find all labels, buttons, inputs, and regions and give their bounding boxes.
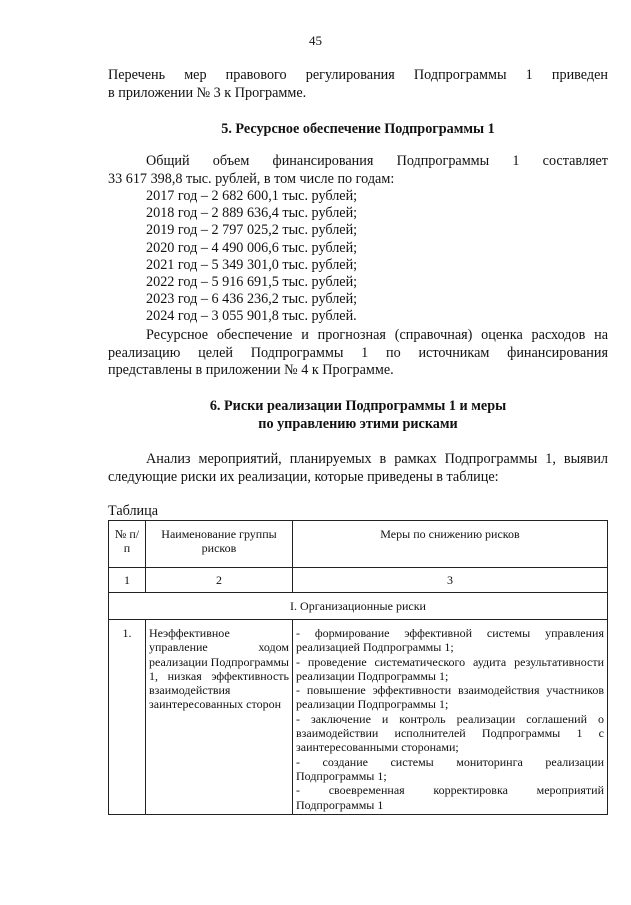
year-line: 2018 год – 2 889 636,4 тыс. рублей; <box>146 205 358 222</box>
year-line: 2024 год – 3 055 901,8 тыс. рублей. <box>146 308 357 325</box>
table-label: Таблица <box>108 503 159 519</box>
measure-item: - создание системы мониторинга реализации Подпрограммы 1; <box>296 754 604 783</box>
measure-item: - повышение эффективности взаимодействия участников реализации Подпрограммы 1; <box>296 683 604 712</box>
section-6-paragraph: Анализ мероприятий, планируемых в рамках Подпрограммы 1, выявил следующие риски их реализации, которые приведены в таблице: <box>108 451 608 485</box>
table-section-title: I. Организационные риски <box>109 593 608 620</box>
year-line: 2021 год – 5 349 301,0 тыс. рублей; <box>146 256 358 273</box>
table-section-row <box>109 593 608 620</box>
year-line: 2020 год – 4 490 006,6 тыс. рублей; <box>146 239 358 256</box>
year-line: 2017 год – 2 682 600,1 тыс. рублей; <box>146 188 358 204</box>
section-6-title-line-1: 6. Риски реализации Подпрограммы 1 и меры <box>209 398 507 414</box>
year-line: 2022 год – 5 916 691,5 тыс. рублей; <box>146 274 358 291</box>
page-number: 45 <box>309 33 322 48</box>
intro-line-1: Перечень мер правового регулирования Подпрограммы 1 приведен <box>108 67 608 83</box>
header-number: № п/п <box>109 521 146 568</box>
risk-group-cell: Неэффективное управление ходом реализации Подпрограммы 1, низкая эффективность взаимодействия заинтересованных сторон <box>146 620 293 815</box>
measure-item: - своевременная корректировка мероприятий Подпрограммы 1 <box>296 783 604 812</box>
measure-item: - проведение систематического аудита результативности реализации Подпрограммы 1; <box>296 654 604 683</box>
col-number: 1 <box>109 568 146 593</box>
table-column-number-row <box>109 568 608 593</box>
risks-table <box>108 520 608 815</box>
intro-line-2: в приложении № 3 к Программе. <box>108 85 307 101</box>
year-line: 2019 год – 2 797 025,2 тыс. рублей; <box>146 222 358 239</box>
header-measures: Меры по снижению рисков <box>293 521 608 568</box>
measures-cell <box>293 620 608 815</box>
section-5-paragraph-line-2: 33 617 398,8 тыс. рублей, в том числе по годам: <box>108 171 395 187</box>
col-number: 2 <box>146 568 293 593</box>
section-5-paragraph-line-1: Общий объем финансирования Подпрограммы 1 составляет <box>146 153 608 169</box>
header-risk-group: Наименование группы рисков <box>146 521 293 568</box>
measure-item: - заключение и контроль реализации соглашений о взаимодействии исполнителей Подпрограммы 1 с заинтересованными сторонами; <box>296 711 604 755</box>
section-5-title: 5. Ресурсное обеспечение Подпрограммы 1 <box>221 121 495 137</box>
funding-by-year-list <box>146 188 357 326</box>
section-6-title-line-2: по управлению этими рисками <box>258 416 458 432</box>
section-5-paragraph-2: Ресурсное обеспечение и прогнозная (справочная) оценка расходов на реализацию целей Подпрограммы 1 по источникам финансирования представлены в приложении № 4 к Программе. <box>108 327 608 378</box>
col-number: 3 <box>293 568 608 593</box>
row-number: 1. <box>109 620 146 815</box>
table-row <box>109 620 608 815</box>
measure-item: - формирование эффективной системы управления реализацией Подпрограммы 1; <box>296 626 604 655</box>
table-header-row <box>109 521 608 568</box>
year-line: 2023 год – 6 436 236,2 тыс. рублей; <box>146 291 358 308</box>
